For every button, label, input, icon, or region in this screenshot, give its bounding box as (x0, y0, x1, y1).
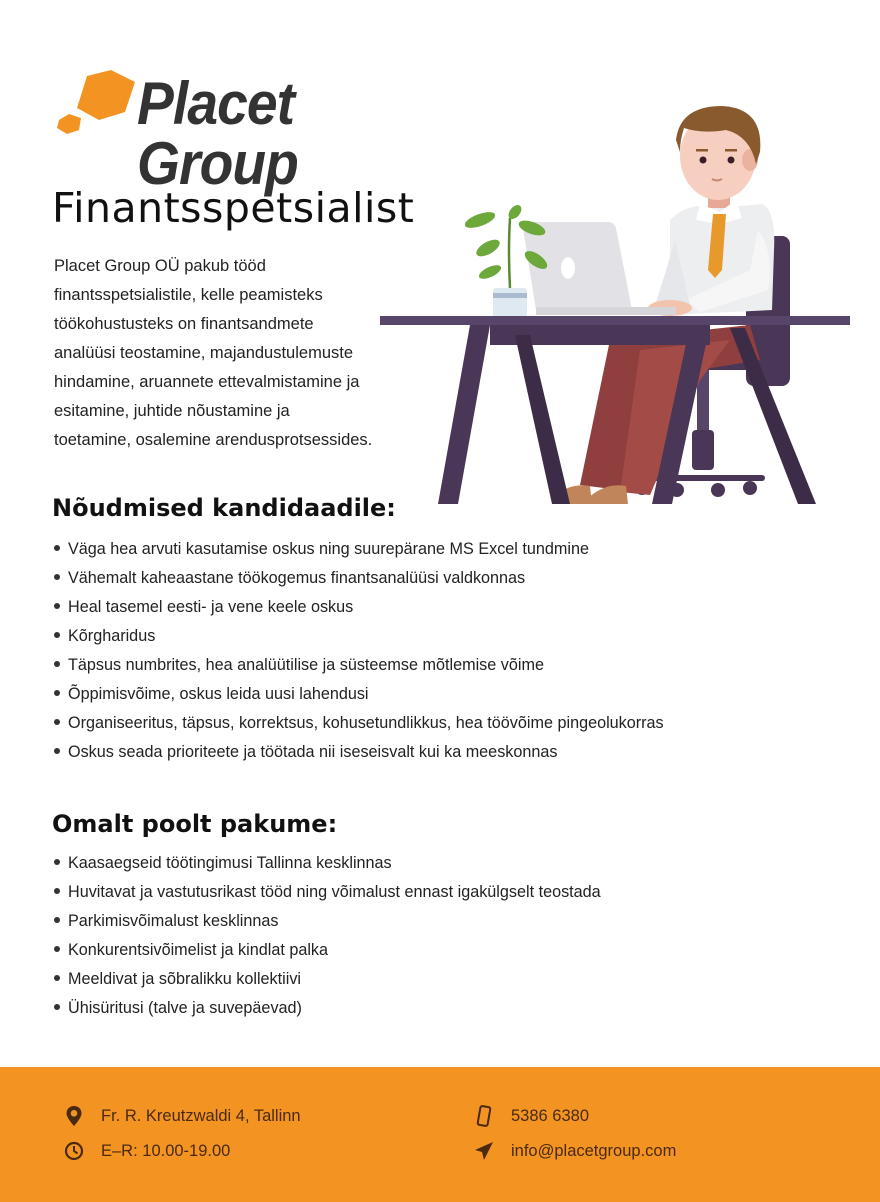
list-item-text: Organiseeritus, täpsus, korrektsus, kohusetundlikkus, hea töövõime pingeolukorras (68, 714, 664, 732)
logo-wordmark: Placet Group (137, 70, 298, 197)
intro-line: finantsspetsialistile, kelle peamisteks (54, 286, 323, 304)
bullet-icon (54, 748, 60, 754)
phone-text[interactable]: 5386 6380 (511, 1106, 589, 1125)
clock-icon (63, 1140, 85, 1162)
bullet-icon (54, 859, 60, 865)
bullet-icon (54, 946, 60, 952)
list-item (54, 907, 601, 936)
intro-line: toetamine, osalemine arendusprotsessides. (54, 431, 373, 449)
bullet-icon (54, 574, 60, 580)
footer-email[interactable] (473, 1140, 676, 1162)
phone-icon (473, 1105, 495, 1127)
requirements-list (54, 535, 664, 767)
list-item (54, 535, 664, 564)
list-item-text: Kõrgharidus (68, 627, 156, 645)
contact-footer (0, 1067, 880, 1202)
list-item-text: Täpsus numbrites, hea analüütilise ja süsteemse mõtlemise võime (68, 656, 544, 674)
footer-address (63, 1105, 301, 1127)
list-item-text: Konkurentsivõimelist ja kindlat palka (68, 941, 329, 959)
list-item-text: Meeldivat ja sõbralikku kollektiivi (68, 970, 302, 988)
list-item (54, 709, 664, 738)
list-item (54, 738, 664, 767)
intro-line: hindamine, aruannete ettevalmistamine ja (54, 373, 360, 391)
list-item-text: Parkimisvõimalust kesklinnas (68, 912, 279, 930)
bullet-icon (54, 632, 60, 638)
list-item-text: Kaasaegseid töötingimusi Tallinna kesklinnas (68, 854, 392, 872)
desk-top (380, 316, 850, 325)
list-item-text: Huvitavat ja vastutusrikast tööd ning võimalust ennast igakülgselt teostada (68, 883, 601, 901)
list-item (54, 849, 601, 878)
bullet-icon (54, 545, 60, 551)
requirements-heading: Nõudmised kandidaadile: (52, 494, 396, 522)
bullet-icon (54, 888, 60, 894)
map-pin-icon (63, 1105, 85, 1127)
list-item-text: Vähemalt kaheaastane töökogemus finantsanalüüsi valdkonnas (68, 569, 526, 587)
list-item (54, 680, 664, 709)
job-intro (54, 252, 414, 455)
bullet-icon (54, 975, 60, 981)
hexagon-logo-icon (55, 68, 135, 138)
list-item (54, 936, 601, 965)
bullet-icon (54, 719, 60, 725)
hours-text: E–R: 10.00-19.00 (101, 1141, 231, 1160)
list-item-text: Õppimisvõime, oskus leida uusi lahendusi (68, 685, 369, 703)
bullet-icon (54, 603, 60, 609)
bullet-icon (54, 690, 60, 696)
list-item (54, 593, 664, 622)
bullet-icon (54, 917, 60, 923)
list-item (54, 564, 664, 593)
bullet-icon (54, 1004, 60, 1010)
footer-phone[interactable] (473, 1105, 589, 1127)
office-worker-illustration (370, 100, 860, 510)
list-item-text: Ühisüritusi (talve ja suvepäevad) (68, 999, 302, 1017)
email-link[interactable]: info@placetgroup.com (511, 1141, 677, 1160)
job-title: Finantsspetsialist (52, 184, 415, 232)
offer-heading: Omalt poolt pakume: (52, 810, 338, 838)
list-item (54, 651, 664, 680)
footer-hours (63, 1140, 230, 1162)
list-item (54, 622, 664, 651)
list-item (54, 994, 601, 1023)
list-item-text: Heal tasemel eesti- ja vene keele oskus (68, 598, 354, 616)
list-item-text: Väga hea arvuti kasutamise oskus ning suurepärane MS Excel tundmine (68, 540, 589, 558)
bullet-icon (54, 661, 60, 667)
list-item (54, 965, 601, 994)
intro-line: Placet Group OÜ pakub tööd (54, 257, 266, 275)
intro-line: töökohustusteks on finantsandmete (54, 315, 314, 333)
intro-line: analüüsi teostamine, majandustulemuste (54, 344, 354, 362)
address-text: Fr. R. Kreutzwaldi 4, Tallinn (101, 1106, 301, 1125)
send-icon (473, 1140, 495, 1162)
list-item-text: Oskus seada prioriteete ja töötada nii iseseisvalt kui ka meeskonnas (68, 743, 558, 761)
list-item (54, 878, 601, 907)
intro-line: esitamine, juhtide nõustamine ja (54, 402, 290, 420)
offer-list (54, 849, 601, 1023)
